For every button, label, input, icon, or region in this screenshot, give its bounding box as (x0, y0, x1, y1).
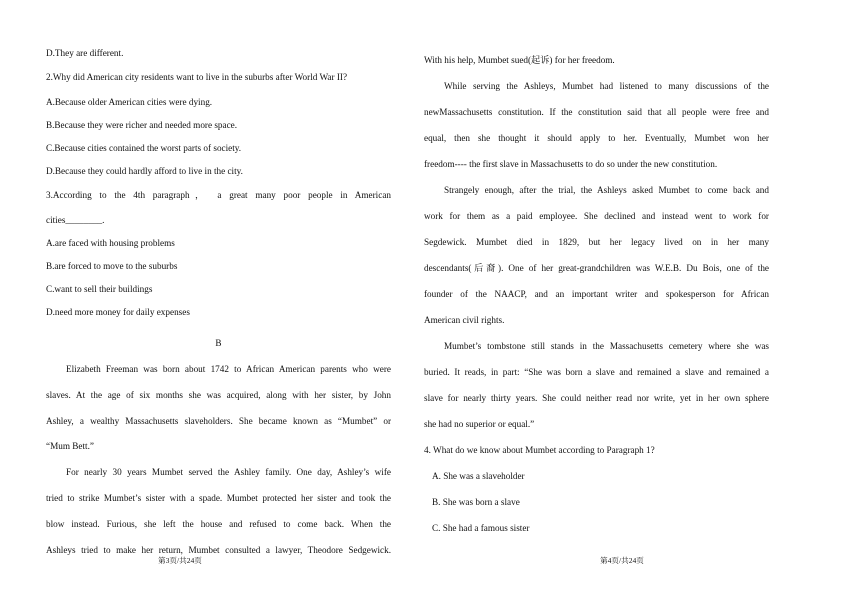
passage-line: For nearly 30 years Mumbet served the Ashley family. One day, Ashley’s wife (66, 467, 391, 477)
passage-line: Ashleys tried to make her return, Mumbet consulted a lawyer, Theodore Sedgewick. (46, 545, 391, 555)
passage-line: freedom---- the first slave in Massachusetts to do so under the new constitution. (424, 159, 718, 169)
passage-line: With his help, Mumbet sued(起诉) for her freedom. (424, 55, 615, 65)
passage-line: Elizabeth Freeman was born about 1742 to African American parents who were (66, 364, 391, 374)
option-d-q3: D.need more money for daily expenses (46, 307, 190, 317)
question-2: 2.Why did American city residents want to live in the suburbs after World War II? (46, 72, 348, 82)
option-b-q3: B.are forced to move to the suburbs (46, 261, 178, 271)
passage-line: American civil rights. (424, 315, 505, 325)
passage-line: blow instead. Furious, she left the house and refused to come back. When the (46, 519, 391, 529)
option-a-q4: A. She was a slaveholder (432, 471, 525, 481)
passage-line: founder of the NAACP, and an important writer and spokesperson for African (424, 289, 769, 299)
passage-line: work for them as a paid employee. She declined and instead went to work for (424, 211, 769, 221)
question-3-cont: cities________. (46, 215, 105, 225)
option-d-q2: D.Because they could hardly afford to live in the city. (46, 166, 243, 176)
passage-line: “Mum Bett.” (46, 441, 94, 451)
passage-line: slave for nearly thirty years. She could neither read nor write, yet in her own sphere (424, 393, 769, 403)
option-a-q3: A.are faced with housing problems (46, 238, 175, 248)
option-c-q2: C.Because cities contained the worst parts of society. (46, 143, 242, 153)
passage-line: descendants(后裔). One of her great-grandchildren was W.E.B. Du Bois, one of the (424, 263, 769, 273)
passage-line: Segdewick. Mumbet died in 1829, but her legacy lived on in her many (424, 237, 769, 247)
section-heading-b: B (215, 338, 222, 348)
passage-line: Strangely enough, after the trial, the Ashleys asked Mumbet to come back and (444, 185, 769, 195)
question-3: 3.According to the 4th paragraph， a great many poor people in American (46, 190, 391, 200)
passage-line: she had no superior or equal.” (424, 419, 535, 429)
option-a-q2: A.Because older American cities were dying. (46, 97, 213, 107)
passage-line: tried to strike Mumbet’s sister with a spade. Mumbet protected her sister and took the (46, 493, 391, 503)
passage-line: While serving the Ashleys, Mumbet had listened to many discussions of the (444, 81, 769, 91)
passage-line: Ashley, a wealthy Massachusetts slaveholders. She became known as “Mumbet” or (46, 416, 391, 426)
passage-line: equal, then she thought it should apply to her. Eventually, Mumbet won her (424, 133, 769, 143)
question-4: 4. What do we know about Mumbet according to Paragraph 1? (424, 445, 655, 455)
option-c-q4: C. She had a famous sister (432, 523, 530, 533)
passage-line: newMassachusetts constitution. If the constitution said that all people were free and (424, 107, 769, 117)
option-b-q2: B.Because they were richer and needed more space. (46, 120, 238, 130)
passage-line: Mumbet’s tombstone still stands in the Massachusetts cemetery where she was (444, 341, 769, 351)
option-d-q1: D.They are different. (46, 48, 124, 58)
passage-line: buried. It reads, in part: “She was born a slave and remained a slave and remained a (424, 367, 769, 377)
page-footer-left: 第3页/共24页 (158, 556, 202, 565)
option-b-q4: B. She was born a slave (432, 497, 520, 507)
option-c-q3: C.want to sell their buildings (46, 284, 153, 294)
page-footer-right: 第4页/共24页 (600, 556, 644, 565)
passage-line: slaves. At the age of six months she was acquired, along with her sister, by John (46, 390, 391, 400)
